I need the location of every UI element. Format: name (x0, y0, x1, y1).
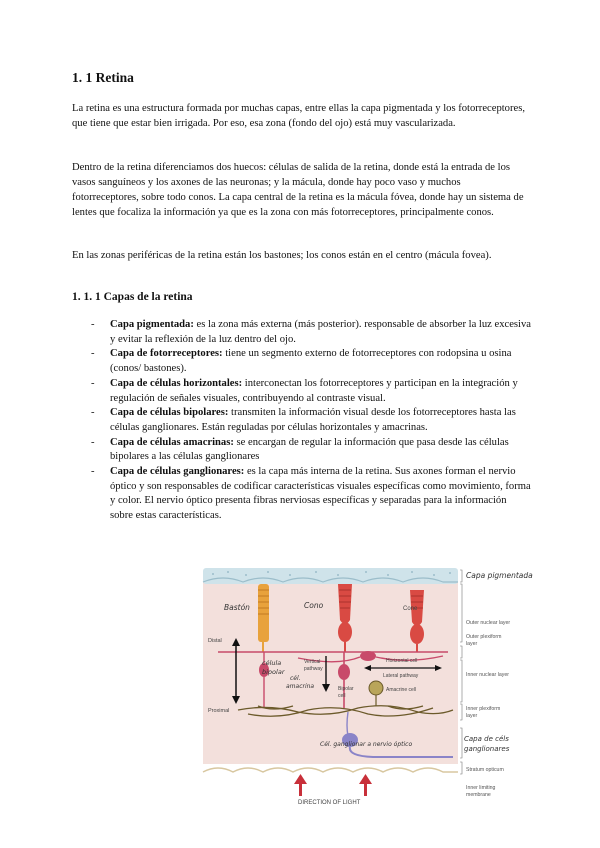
handwritten-baston: Bastón (224, 603, 250, 612)
lateral-pathway-label: Lateral pathway (383, 673, 419, 679)
list-item-term: Capa pigmentada: (110, 319, 194, 330)
handwritten-celula: célula (262, 659, 282, 667)
list-item-text: se encargan de regular la información que pasa desde las células bipolares a las células ganglionares (110, 436, 509, 463)
paragraph-retina-intro: La retina es una estructura formada por muchas capas, entre ellas la capa pigmentada y los fotorreceptores, que tiene que estar bien irrigada. Por eso, esa zona (fondo del ojo) está muy vascularizada. (72, 103, 525, 129)
list-item (91, 406, 531, 435)
handwritten-bipolar: bipolar (262, 668, 285, 676)
list-item-text: transmiten la información visual desde los fotorreceptores hasta las células ganglionares. Están reguladas por células horizontales y amacrinas. (110, 407, 516, 433)
direction-of-light-label: DIRECTION OF LIGHT (298, 800, 361, 806)
distal-label: Distal (208, 638, 222, 644)
bullet-dash: - (91, 348, 95, 360)
pathway-label: pathway (304, 666, 323, 672)
handwritten-cel: cél. (290, 675, 301, 682)
list-item-text: es la zona más externa (más posterior). responsable de absorber la luz excesiva y evitar la reflexión de la luz dentro del ojo. (110, 319, 531, 345)
list-item (91, 436, 531, 465)
paragraph-retina-zones: Dentro de la retina diferenciamos dos huecos: células de salida de la retina, donde está la entrada de los vasos sanguíneos y los axones de las neuronas; y la mácula, donde hay poco vaso y muchos fotorreceptores, sobre todo conos. La capa central de la retina es la mácula fóvea, donde hay un sistema de lentes que focaliza la información ya que es la zona con más fotorreceptores, principalmente conos. (72, 162, 524, 218)
inner-plexiform-layer-label: layer (466, 713, 478, 719)
bipolar-label: Bipolar (338, 686, 354, 692)
list-item-term: Capa de células horizontales: (110, 377, 243, 389)
cone-label: Cone (403, 606, 418, 612)
list-item-term: Capa de células bipolares: (110, 407, 229, 419)
pigment-epithelium (203, 568, 458, 584)
stratum-opticum-label: Stratum opticum (466, 767, 504, 773)
list-item (91, 377, 531, 406)
handwritten-pigment: Capa pigmentada (466, 571, 533, 580)
list-item-term: Capa de fotorreceptores: (110, 348, 223, 360)
handwritten-ganglion-layer-1: Capa de céls (464, 735, 509, 743)
inner-nuclear-layer-label: Inner nuclear layer (466, 672, 509, 678)
outer-nuclear-layer-label: Outer nuclear layer (466, 620, 511, 626)
horizontal-cell-label: Horizontal cell (386, 658, 418, 664)
bullet-dash: - (91, 377, 95, 389)
handwritten-nerve: Cél. ganglionar a nervio óptico (320, 741, 413, 748)
bipolar-cell-label: cell (338, 693, 346, 699)
amacrine-cell-label: Amacrine cell (386, 687, 417, 693)
handwritten-cono: Cono (304, 601, 324, 610)
bullet-dash: - (91, 466, 95, 478)
inner-limiting-membrane-label: membrane (466, 792, 491, 798)
bullet-dash: - (91, 319, 95, 330)
list-item-text: es la capa más interna de la retina. Sus axones forman el nervio óptico y son responsables de codificar características visuales específicas como movimiento, forma y color. El nervio óptico presenta fibras nerviosas específicas y separadas para la información sobre estas características. (110, 466, 531, 522)
list-item (91, 465, 531, 524)
section-title: 1. 1 Retina (72, 70, 134, 85)
subsection-title: 1. 1. 1 Capas de la retina (72, 291, 193, 303)
list-item-term: Capa de células amacrinas: (110, 436, 234, 448)
outer-plexiform-label: Outer plexiform (466, 634, 502, 640)
inner-limiting-label: Inner limiting (466, 785, 496, 791)
list-item-text: tiene un segmento externo de fotorreceptores con rodopsina u osina (conos/ bastones). (110, 348, 512, 375)
handwritten-ganglion-layer-2: ganglionares (464, 745, 510, 753)
paragraph-retina-periphery: En las zonas periféricas de la retina están los bastones; los conos están en el centro (mácula fovea). (72, 250, 492, 261)
bullet-dash: - (91, 436, 95, 448)
outer-plexiform-layer-label: layer (466, 641, 478, 647)
bullet-dash: - (91, 407, 95, 419)
layer-brackets (460, 570, 462, 774)
list-item-text: interconectan los fotorreceptores y participan en la integración y regulación de señales visuales, contribuyendo al contraste visual. (110, 377, 518, 404)
inner-limiting-membrane (203, 768, 458, 772)
handwritten-amacrina: amacrina (286, 683, 315, 690)
proximal-label: Proximal (208, 708, 230, 714)
list-item (91, 347, 531, 376)
list-item (91, 318, 531, 347)
direction-of-light-arrows (294, 774, 372, 796)
layers-list (91, 318, 531, 524)
retina-layers-diagram (198, 560, 548, 812)
list-item-term: Capa de células ganglionares: (110, 466, 245, 478)
vertical-label: Vertical (304, 659, 321, 665)
inner-plexiform-label: Inner plexiform (466, 706, 501, 712)
